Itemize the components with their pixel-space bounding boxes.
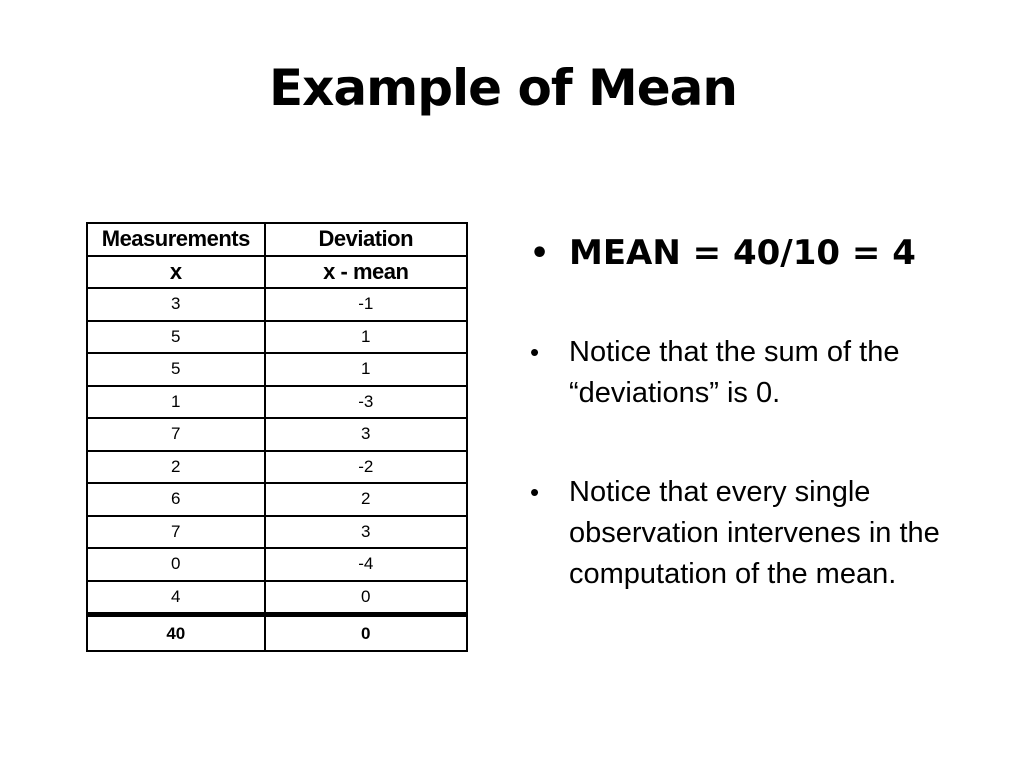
table-row [87, 321, 467, 354]
table-cell-x: 5 [87, 321, 265, 354]
table-cell-deviation: -3 [265, 386, 467, 419]
bullet-item-sum-deviations [530, 332, 1000, 414]
table-cell-x: 3 [87, 288, 265, 321]
table-cell-deviation: 3 [265, 516, 467, 549]
table-row [87, 581, 467, 615]
table-cell-deviation: -4 [265, 548, 467, 581]
bullet-item-mean [530, 230, 1000, 276]
table-row [87, 386, 467, 419]
table-cell-x: 7 [87, 418, 265, 451]
table-row [87, 516, 467, 549]
table-cell-x: 0 [87, 548, 265, 581]
bullet-list [530, 230, 1000, 653]
table-cell-x: 6 [87, 483, 265, 516]
total-deviation: 0 [265, 615, 467, 652]
table-cell-x: 4 [87, 581, 265, 615]
bullet-text: Notice that every single observation intervenes in the computation of the mean. [569, 476, 940, 590]
table-subheader-row [87, 256, 467, 289]
table-cell-deviation: -2 [265, 451, 467, 484]
table-cell-deviation: 2 [265, 483, 467, 516]
table-cell-deviation: 1 [265, 353, 467, 386]
table-header-row [87, 223, 467, 256]
table-cell-deviation: -1 [265, 288, 467, 321]
bullet-text: Notice that the sum of the “deviations” is 0. [569, 336, 900, 409]
table-row [87, 451, 467, 484]
table-row [87, 353, 467, 386]
table-cell-x: 7 [87, 516, 265, 549]
table-row [87, 548, 467, 581]
bullet-icon: • [530, 236, 550, 271]
header-deviation: Deviation [265, 223, 467, 256]
table-cell-deviation: 3 [265, 418, 467, 451]
bullet-icon: • [530, 337, 540, 367]
header-x: x [87, 256, 265, 289]
slide-title: Example of Mean [268, 59, 737, 117]
measurements-table [86, 222, 468, 652]
header-x-minus-mean: x - mean [265, 256, 467, 289]
total-x: 40 [87, 615, 265, 652]
table-cell-deviation: 0 [265, 581, 467, 615]
table-cell-deviation: 1 [265, 321, 467, 354]
table-row [87, 418, 467, 451]
bullet-icon: • [530, 477, 540, 507]
table-cell-x: 5 [87, 353, 265, 386]
bullet-item-every-observation [530, 472, 1000, 595]
bullet-text: MEAN = 40/10 = 4 [569, 233, 916, 273]
table-total-row [87, 615, 467, 652]
table-cell-x: 1 [87, 386, 265, 419]
table-row [87, 483, 467, 516]
header-measurements: Measurements [87, 223, 265, 256]
table-cell-x: 2 [87, 451, 265, 484]
table-row [87, 288, 467, 321]
